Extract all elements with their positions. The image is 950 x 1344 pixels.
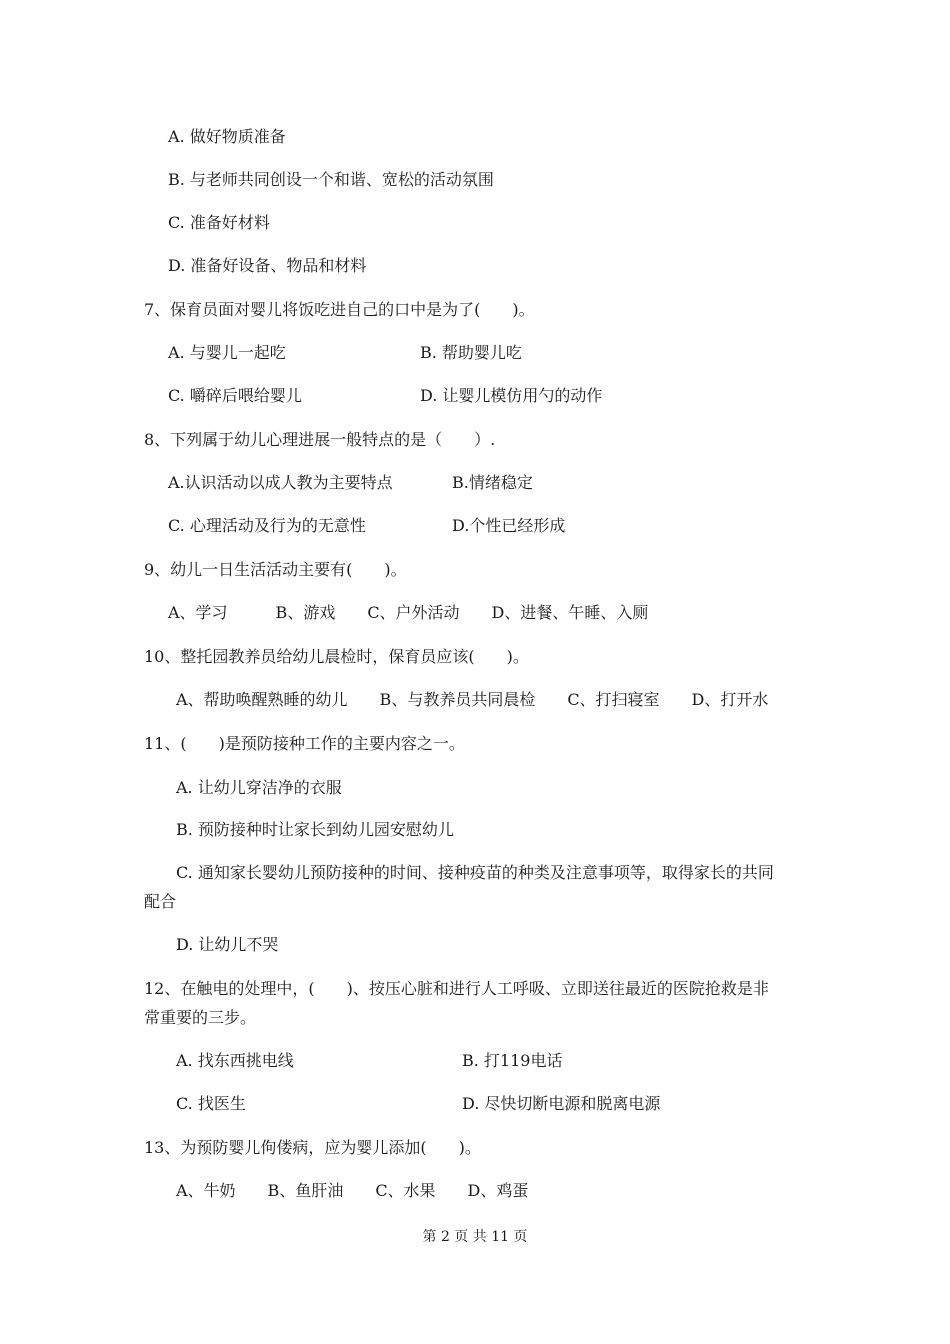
option-right: B.情绪稳定 bbox=[452, 473, 533, 492]
option-left: C. 嚼碎后喂给婴儿 bbox=[168, 386, 302, 405]
option-right: D. 让婴儿模仿用勺的动作 bbox=[420, 386, 603, 405]
option-left: C. 找医生 bbox=[176, 1094, 246, 1113]
option-right: B. 帮助婴儿吃 bbox=[420, 343, 522, 362]
continuation-text: 常重要的三步。 bbox=[144, 1008, 257, 1027]
option-right: B. 打119电话 bbox=[462, 1051, 563, 1070]
page-footer: 第 2 页 共 11 页 bbox=[422, 1229, 528, 1245]
option-left: C. 心理活动及行为的无意性 bbox=[168, 516, 366, 535]
option-left: A. 找东西挑电线 bbox=[176, 1051, 294, 1070]
option-text: C. 通知家长婴幼儿预防接种的时间、接种疫苗的种类及注意事项等，取得家长的共同 bbox=[176, 863, 774, 882]
option-text: A、学习 B、游戏 C、户外活动 D、进餐、午睡、入厕 bbox=[168, 603, 649, 622]
question-text: 13、为预防婴儿佝偻病，应为婴儿添加( )。 bbox=[144, 1138, 481, 1157]
option-text: A、帮助唤醒熟睡的幼儿 B、与教养员共同晨检 C、打扫寝室 D、打开水 bbox=[176, 690, 769, 709]
option-right: D.个性已经形成 bbox=[452, 516, 566, 535]
option-text: A. 做好物质准备 bbox=[168, 127, 286, 146]
option-text: B. 与老师共同创设一个和谐、宽松的活动氛围 bbox=[168, 170, 494, 189]
option-text: D. 让幼儿不哭 bbox=[176, 935, 279, 954]
option-text: B. 预防接种时让家长到幼儿园安慰幼儿 bbox=[176, 820, 454, 839]
continuation-text: 配合 bbox=[144, 892, 177, 911]
question-text: 9、幼儿一日生活活动主要有( )。 bbox=[144, 560, 407, 579]
option-text: A、牛奶 B、鱼肝油 C、水果 D、鸡蛋 bbox=[176, 1181, 529, 1200]
option-text: C. 准备好材料 bbox=[168, 213, 270, 232]
option-left: A.认识活动以成人教为主要特点 bbox=[168, 473, 393, 492]
question-text: 10、整托园教养员给幼儿晨检时，保育员应该( )。 bbox=[144, 647, 529, 666]
question-text: 8、下列属于幼儿心理进展一般特点的是（ ）. bbox=[144, 430, 496, 449]
option-right: D. 尽快切断电源和脱离电源 bbox=[462, 1094, 661, 1113]
option-text: A. 让幼儿穿洁净的衣服 bbox=[176, 778, 342, 797]
option-text: D. 准备好设备、物品和材料 bbox=[168, 256, 367, 275]
question-text: 12、在触电的处理中，( )、按压心脏和进行人工呼吸、立即送往最近的医院抢救是非 bbox=[144, 979, 769, 998]
option-left: A. 与婴儿一起吃 bbox=[168, 343, 286, 362]
question-text: 7、保育员面对婴儿将饭吃进自己的口中是为了( )。 bbox=[144, 300, 535, 319]
question-text: 11、( )是预防接种工作的主要内容之一。 bbox=[144, 734, 465, 753]
